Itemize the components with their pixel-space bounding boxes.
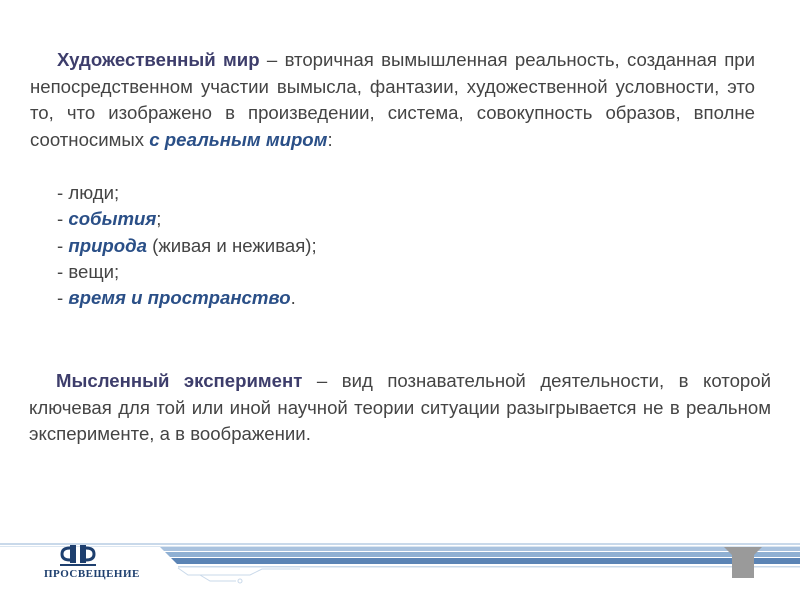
list-item: - люди; [57,182,120,203]
list-item: - время и пространство. [57,287,296,309]
footer-line-top [0,543,800,545]
list-item: - события; [57,208,162,230]
term-thought-experiment: Мысленный эксперимент [56,370,303,391]
list-item: - природа (живая и неживая); [57,234,317,256]
paragraph2-text: – вид познавательной деятельности, в которой ключевая для той или иной научной теории ситуации разыгрывается не в реальном эксперименте, а в воображении. [29,370,771,444]
paragraph-thought-experiment [29,368,771,448]
prosveshchenie-logo-icon [60,545,96,566]
footer-band-mid [165,552,800,557]
logo-text: ПРОСВЕЩЕНИЕ [44,568,140,580]
paragraph1-text-b: : [327,128,333,150]
footer-trace-node [238,579,242,583]
emphasis-real-world: с реальным миром [149,128,328,150]
term-artistic-world: Художественный мир [57,49,260,70]
footer-trace-1 [178,568,300,575]
footer-decoration [0,535,800,598]
paragraph-artistic-world [30,47,755,153]
world-elements-list [57,180,317,311]
footer-band-dark [171,558,800,564]
footer-trace-2 [200,575,236,581]
footer-band-light [160,547,800,551]
paragraph1-text-a: – вторичная вымышленная реальность, созданная при непосредственном участии вымысла, фантазии, художественной условности, это то, что изображено в произведении, система, совокупность образов, вполне соотносимых [30,49,756,150]
list-item: - вещи; [57,260,120,282]
footer-line-low [178,566,800,568]
footer-line-top-2 [0,546,800,547]
